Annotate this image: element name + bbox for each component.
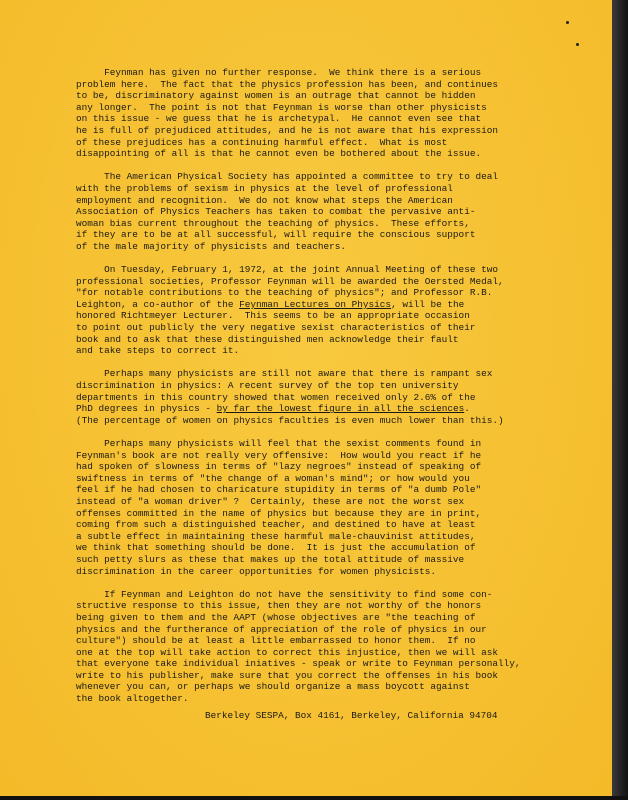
text-line: The American Physical Society has appointed a committee to try to deal [76,171,498,183]
text-line [76,299,606,311]
text-line [76,403,606,415]
text-line: that everyone take individual iniatives - speak or write to Feynman personally, [76,658,521,670]
text-line: of these prejudices has a continuing harmful effect. What is most [76,136,448,148]
paragraph-5 [76,438,606,577]
text-line: On Tuesday, February 1, 1972, at the joint Annual Meeting of these two [76,264,498,276]
text-line: being given to them and the AAPT (whose objectives are "the teaching of [76,611,476,623]
text-line: write to his publisher, make sure that you correct the offenses in his book [76,669,498,681]
text-line: professional societies, Professor Feynman will be awarded the Oersted Medal, [76,275,504,287]
signature-address: Berkeley SESPA, Box 4161, Berkeley, California 94704 [205,710,498,721]
text-line: Association of Physics Teachers has taken to combat the pervasive anti- [76,206,476,218]
text-line: physics and the furtherance of appreciation of the role of physics in our [76,623,487,635]
scan-edge-right [612,0,628,800]
text-line: swiftness in terms of "the change of a woman's mind"; or how would you [76,472,470,484]
text-line: offenses committed in the name of physics but because they are in print, [76,507,482,519]
text-line: If Feynman and Leighton do not have the sensitivity to find some con- [76,588,493,600]
text-line: and take steps to correct it. [76,345,240,357]
text-segment: PhD degrees in physics - [76,403,217,415]
text-line: one at the top will take action to correct this injustice, then we will ask [76,646,498,658]
text-line: had spoken of slowness in terms of "lazy negroes" instead of speaking of [76,461,482,473]
text-line: Perhaps many physicists are still not aware that there is rampant sex [76,368,493,380]
text-line: discrimination in the career opportunities for women physicists. [76,565,437,577]
text-line: coming from such a distinguished teacher, and destined to have at least [76,519,476,531]
text-line: Perhaps many physicists will feel that the sexist comments found in [76,438,482,449]
text-line: woman bias current throughout the teaching of physics. These efforts, [76,217,470,229]
paragraph-1 [76,67,606,160]
text-line: whenever you can, or perhaps we should organize a mass boycott against [76,681,470,693]
ink-speck [576,43,579,46]
text-line: any longer. The point is not that Feynman is worse than other physicists [76,101,487,113]
text-line: honored Richtmeyer Lecturer. This seems to be an appropriate occasion [76,310,470,322]
text-line: Feynman has given no further response. We think there is a serious [76,67,482,78]
text-line: such petty slurs as these that makes up the total attitude of massive [76,553,465,565]
text-line: culture") should be at least a little embarrassed to honor them. If no [76,635,476,647]
text-line: disappointing of all is that he cannot even be bothered about the issue. [76,148,482,160]
scan-edge-bottom [0,796,628,800]
text-line: departments in this country showed that women received only 2.6% of the [76,391,476,403]
paragraph-2 [76,171,606,252]
text-line: book and to ask that these distinguished men acknowledge their fault [76,333,459,345]
text-line: the book altogether. [76,693,189,705]
text-line: he is full of prejudiced attitudes, and he is not aware that his expression [76,124,498,136]
text-line: with the problems of sexism in physics at the level of professional [76,182,453,194]
text-line: structive response to this issue, then they are not worthy of the honors [76,600,482,612]
paragraph-4 [76,368,606,426]
text-line: discrimination in physics: A recent survey of the top ten university [76,380,459,392]
text-line: problem here. The fact that the physics profession has been, and continues [76,78,498,90]
letter-body [76,67,606,716]
text-line: on this issue - we guess that he is archetypal. He cannot even see that [76,113,482,125]
text-line: we think that something should be done. It is just the accumulation of [76,542,476,554]
text-line: feel if he had chosen to charicature stupidity in terms of "a dumb Pole" [76,484,482,496]
text-line: employment and recognition. We do not know what steps the American [76,194,453,206]
text-segment: Leighton, a co-author of the [76,298,240,310]
text-segment: , will be the [391,298,465,310]
text-line: instead of "a woman driver" ? Certainly, these are not the worst sex [76,495,465,507]
text-line: a subtle effect in maintaining these harmful male-chauvinist attitudes, [76,530,476,542]
paragraph-3 [76,264,606,357]
text-line: Feynman's book are not really very offensive: How would you react if he [76,449,482,461]
text-line: if they are to be at all successful, will require the conscious support [76,229,476,241]
text-line: to point out publicly the very negative sexist characteristics of their [76,322,476,334]
underlined-book-title: Feynman Lectures on Physics [239,298,392,310]
ink-speck [566,21,569,24]
text-line: (The percentage of women on physics faculties is even much lower than this.) [76,414,504,426]
text-line: to be, discriminatory against women is an outrage that cannot be hidden [76,90,476,102]
paragraph-6 [76,589,606,705]
text-line: of the male majority of physicists and teachers. [76,240,347,252]
text-line: "for notable contributions to the teaching of physics"; and Professor R.B. [76,287,493,299]
underlined-emphasis: by far the lowest figure in all the sciences [216,403,465,415]
text-segment: . [464,403,470,415]
